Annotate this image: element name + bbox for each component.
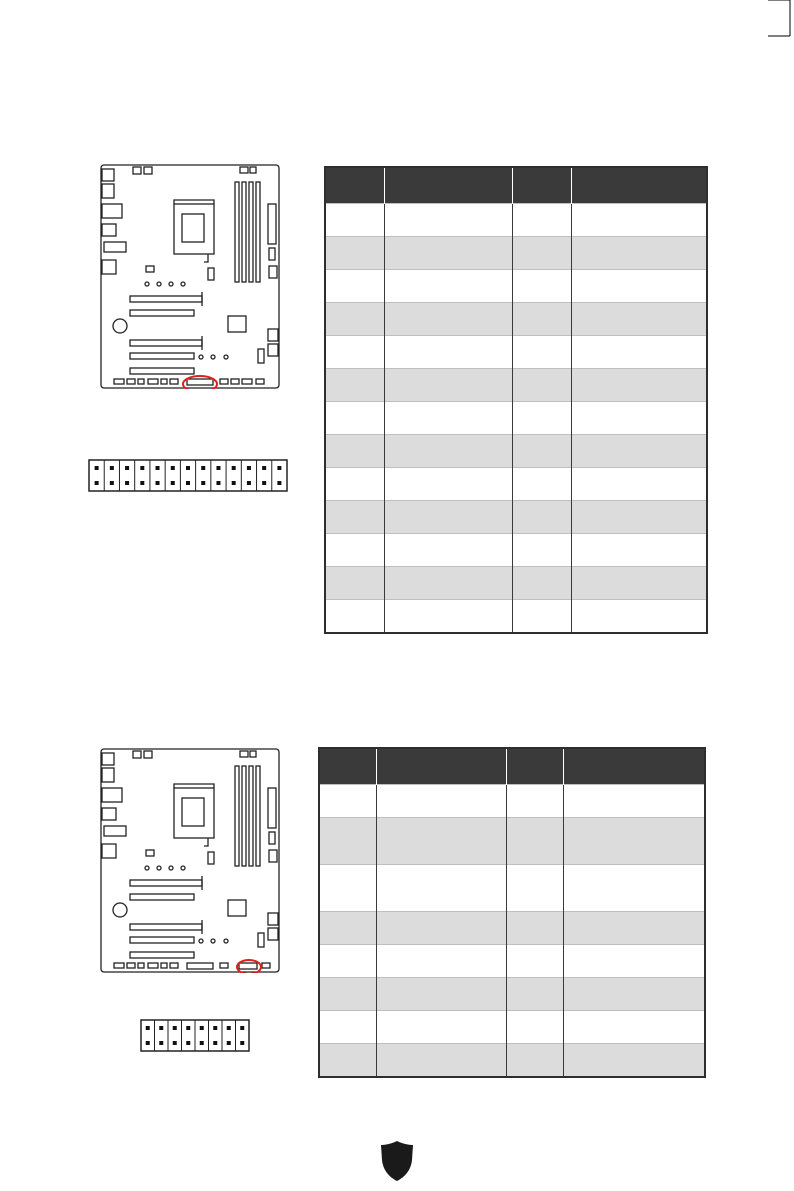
table-cell	[377, 865, 506, 912]
table-cell	[325, 204, 385, 237]
header-signal	[385, 167, 512, 204]
table-cell	[512, 534, 572, 567]
pin	[227, 1026, 231, 1030]
table-cell	[512, 435, 572, 468]
pin	[201, 481, 205, 485]
table-cell	[385, 567, 512, 600]
table-cell	[325, 402, 385, 435]
table-cell	[385, 270, 512, 303]
table-header-row	[325, 167, 707, 204]
table-cell	[512, 336, 572, 369]
pin	[186, 1041, 190, 1045]
pin	[173, 1026, 177, 1030]
table-row	[319, 785, 705, 818]
table-cell	[325, 237, 385, 270]
table-cell	[572, 204, 707, 237]
table-cell	[572, 369, 707, 402]
table-cell	[564, 912, 705, 945]
pin	[213, 1026, 217, 1030]
table-row	[325, 600, 707, 634]
table-cell	[319, 978, 377, 1011]
table-cell	[572, 270, 707, 303]
header-pin	[512, 167, 572, 204]
pin	[110, 466, 114, 470]
pin	[146, 1041, 150, 1045]
table-cell	[512, 369, 572, 402]
table-row	[325, 567, 707, 600]
table-cell	[564, 945, 705, 978]
table-row	[319, 1044, 705, 1078]
pin	[186, 481, 190, 485]
table-cell	[512, 303, 572, 336]
table-cell	[572, 435, 707, 468]
table-cell	[506, 785, 564, 818]
table-cell	[385, 369, 512, 402]
table-cell	[319, 865, 377, 912]
pin	[201, 466, 205, 470]
header-signal	[564, 748, 705, 785]
pin	[186, 1026, 190, 1030]
table-cell	[385, 204, 512, 237]
table-cell	[377, 1011, 506, 1044]
pin	[277, 466, 281, 470]
table-row	[319, 1011, 705, 1044]
table-row	[325, 468, 707, 501]
pin	[227, 1041, 231, 1045]
table-cell	[506, 818, 564, 865]
table-cell	[512, 468, 572, 501]
table-cell	[385, 534, 512, 567]
pin	[95, 466, 99, 470]
table-cell	[512, 501, 572, 534]
pin	[140, 481, 144, 485]
table-cell	[506, 865, 564, 912]
header-pin	[319, 748, 377, 785]
table-cell	[506, 978, 564, 1011]
table-row	[325, 237, 707, 270]
table-cell	[512, 402, 572, 435]
highlight-ring	[183, 376, 217, 389]
pin	[213, 1041, 217, 1045]
table-cell	[385, 336, 512, 369]
pin-definition-table-1	[324, 166, 708, 634]
pin	[200, 1041, 204, 1045]
table-cell	[319, 785, 377, 818]
pin	[125, 481, 129, 485]
table-cell	[572, 501, 707, 534]
table-cell	[385, 468, 512, 501]
table-cell	[572, 237, 707, 270]
table-cell	[385, 501, 512, 534]
pin	[156, 481, 160, 485]
pin	[159, 1041, 163, 1045]
table-cell	[325, 534, 385, 567]
table-cell	[325, 270, 385, 303]
table-cell	[325, 336, 385, 369]
pin	[262, 481, 266, 485]
table-cell	[319, 912, 377, 945]
table-cell	[564, 865, 705, 912]
table-cell	[385, 435, 512, 468]
table-cell	[572, 303, 707, 336]
table-cell	[385, 237, 512, 270]
table-cell	[325, 303, 385, 336]
table-cell	[512, 237, 572, 270]
table-cell	[506, 912, 564, 945]
table-row	[319, 945, 705, 978]
pin	[171, 481, 175, 485]
table-row	[319, 865, 705, 912]
table-row	[325, 204, 707, 237]
table-cell	[325, 567, 385, 600]
table-cell	[377, 785, 506, 818]
table-cell	[564, 978, 705, 1011]
pin	[156, 466, 160, 470]
pin	[247, 466, 251, 470]
table-cell	[319, 818, 377, 865]
pin	[216, 466, 220, 470]
header-signal	[377, 748, 506, 785]
cut-line-mark	[764, 0, 794, 40]
motherboard-diagram-1	[100, 164, 280, 389]
table-cell	[564, 785, 705, 818]
table-cell	[512, 270, 572, 303]
table-row	[325, 369, 707, 402]
table-cell	[512, 600, 572, 634]
pin	[232, 481, 236, 485]
table-row	[325, 303, 707, 336]
table-cell	[506, 945, 564, 978]
table-cell	[572, 567, 707, 600]
table-cell	[564, 1044, 705, 1078]
table-cell	[512, 204, 572, 237]
table-cell	[512, 567, 572, 600]
pin	[171, 466, 175, 470]
pin	[186, 466, 190, 470]
table-row	[319, 818, 705, 865]
table-row	[325, 402, 707, 435]
table-header-row	[319, 748, 705, 785]
header-pin	[325, 167, 385, 204]
table-cell	[319, 1044, 377, 1078]
table-cell	[325, 468, 385, 501]
pin	[216, 481, 220, 485]
table-cell	[325, 600, 385, 634]
table-cell	[319, 1011, 377, 1044]
pin	[95, 481, 99, 485]
table-row	[325, 501, 707, 534]
table-cell	[325, 369, 385, 402]
pin	[240, 1026, 244, 1030]
table-row	[325, 534, 707, 567]
table-cell	[377, 945, 506, 978]
table-cell	[506, 1011, 564, 1044]
table-cell	[377, 818, 506, 865]
pin	[232, 466, 236, 470]
pin-definition-table-2	[318, 747, 706, 1078]
table-cell	[506, 1044, 564, 1078]
pin	[146, 1026, 150, 1030]
table-cell	[319, 945, 377, 978]
table-cell	[572, 600, 707, 634]
table-row	[325, 270, 707, 303]
pin	[173, 1041, 177, 1045]
table-cell	[564, 818, 705, 865]
header-signal	[572, 167, 707, 204]
table-cell	[572, 402, 707, 435]
table-cell	[377, 978, 506, 1011]
pin	[262, 466, 266, 470]
table-cell	[325, 435, 385, 468]
pin-header-diagram-2	[140, 1019, 250, 1052]
table-cell	[377, 912, 506, 945]
table-cell	[572, 534, 707, 567]
table-cell	[572, 468, 707, 501]
motherboard-diagram-2	[100, 748, 280, 973]
table-cell	[385, 303, 512, 336]
table-cell	[385, 600, 512, 634]
header-pin	[506, 748, 564, 785]
msi-shield-icon	[380, 1140, 414, 1182]
pin	[247, 481, 251, 485]
pin	[110, 481, 114, 485]
pin	[200, 1026, 204, 1030]
pin	[240, 1041, 244, 1045]
table-row	[319, 912, 705, 945]
pin	[159, 1026, 163, 1030]
pin-header-diagram-1	[88, 459, 288, 492]
pin	[277, 481, 281, 485]
pin	[125, 466, 129, 470]
table-row	[325, 435, 707, 468]
table-cell	[377, 1044, 506, 1078]
table-cell	[325, 501, 385, 534]
table-cell	[572, 336, 707, 369]
table-row	[319, 978, 705, 1011]
table-row	[325, 336, 707, 369]
table-cell	[385, 402, 512, 435]
pin	[140, 466, 144, 470]
table-cell	[564, 1011, 705, 1044]
